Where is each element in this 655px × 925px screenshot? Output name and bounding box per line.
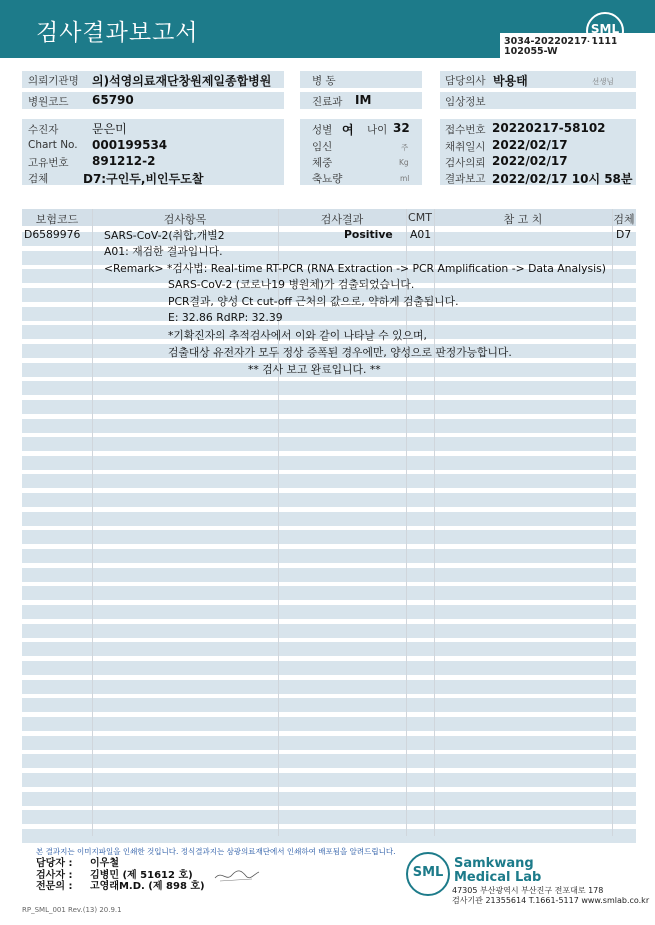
table-row [22, 661, 636, 675]
age-label: 나이 [367, 124, 388, 136]
collect-value: 2022/02/17 [492, 138, 568, 152]
report-id: 3034-20220217-1111 102055-W [504, 36, 618, 57]
weight-label: 체중 [312, 157, 333, 169]
table-row [22, 624, 636, 638]
org-label: 의뢰기관명 [28, 75, 79, 87]
manager-label: 담당자 : [36, 858, 73, 869]
table-row [22, 605, 636, 619]
table-row [22, 717, 636, 731]
table-row [22, 586, 636, 600]
report-header [0, 0, 655, 58]
table-row [22, 493, 636, 507]
company-contact: 검사기관 21355614 T.1661-5117 www.smlab.co.kr [452, 896, 650, 905]
comment-line: ** 검사 보고 완료입니다. ** [248, 363, 381, 376]
comment-line: *기확진자의 추적검사에서 이와 같이 나타날 수 있으며, [168, 329, 427, 342]
comment-line: PCR결과, 양성 Ct cut-off 근처의 값으로, 약하게 검출됩니다. [168, 295, 459, 308]
receipt-value: 20220217-58102 [492, 121, 606, 135]
comment-line: E: 32.86 RdRP: 32.39 [168, 311, 283, 324]
chart-value: 000199534 [92, 138, 168, 152]
patient-value: 문은미 [92, 122, 127, 136]
req-value: 2022/02/17 [492, 154, 568, 168]
company-name-2: Medical Lab [454, 870, 542, 885]
table-row [22, 773, 636, 787]
doctor-suffix: 선생님 [592, 77, 614, 86]
col-spec: 검체 [613, 213, 635, 226]
patient-label: 수진자 [28, 124, 59, 136]
chart-label: Chart No. [28, 139, 78, 151]
signature-icon [212, 866, 262, 884]
sex-value: 여 [342, 123, 354, 137]
table-row [22, 792, 636, 806]
table-row [22, 419, 636, 433]
inspector-label: 검사자 : [36, 870, 73, 881]
doctor-label: 담당의사 [445, 75, 486, 87]
result-rep-label: 결과보고 [445, 173, 486, 185]
row-code: D6589976 [24, 228, 81, 241]
table-row [22, 400, 636, 414]
table-row [22, 512, 636, 526]
result-rep-value: 2022/02/17 10시 58분 [492, 172, 633, 186]
table-row [22, 810, 636, 824]
table-row [22, 754, 636, 768]
col-divider [612, 209, 613, 836]
company-name-1: Samkwang [454, 856, 534, 871]
urine-unit: ml [400, 174, 410, 183]
manager-value: 이우철 [90, 858, 119, 869]
age-value: 32 [393, 121, 410, 135]
row-spec: D7 [616, 228, 632, 241]
comment-line: SARS-CoV-2 (코로나19 병원체)가 검출되었습니다. [168, 278, 415, 291]
table-row [22, 829, 636, 843]
col-ref: 참 고 치 [503, 213, 543, 226]
doctor-value: 박용태 [493, 74, 528, 88]
table-row [22, 474, 636, 488]
preg-unit: 주 [401, 143, 409, 152]
req-label: 검사의뢰 [445, 157, 486, 169]
form-code: RP_SML_001 Rev.(13) 20.9.1 [22, 906, 122, 914]
table-row [22, 381, 636, 395]
table-row [22, 456, 636, 470]
table-row [22, 736, 636, 750]
row-result: Positive [344, 228, 393, 241]
table-row [22, 530, 636, 544]
uid-label: 고유번호 [28, 157, 69, 169]
table-row [22, 642, 636, 656]
table-row [22, 698, 636, 712]
comment-line: <Remark> *검사법: Real-time RT-PCR (RNA Extraction -> PCR Amplification -> Data Analysis) [104, 262, 606, 275]
inspector-value: 김병민 (제 51612 호) [90, 870, 193, 881]
org-value: 의)석영의료재단창원제일종합병원 [92, 74, 272, 88]
urine-label: 축뇨량 [312, 173, 343, 185]
col-code: 보험코드 [35, 213, 79, 226]
row-item: SARS-CoV-2(취합,개별2 [104, 229, 225, 242]
weight-unit: Kg [399, 158, 409, 167]
comment-line: A01: 재검한 결과입니다. [104, 245, 223, 258]
table-row [22, 568, 636, 582]
receipt-label: 접수번호 [445, 124, 486, 136]
preg-label: 임신 [312, 141, 333, 153]
collect-label: 채취일시 [445, 141, 486, 153]
dept-value: IM [355, 93, 372, 107]
sml-logo-icon: SML [586, 12, 624, 50]
specialist-label: 전문의 : [36, 881, 73, 892]
uid-value: 891212-2 [92, 154, 156, 168]
col-result: 검사결과 [320, 213, 364, 226]
spec-label: 검체 [28, 173, 49, 185]
table-row [22, 549, 636, 563]
table-row [22, 437, 636, 451]
table-row [22, 680, 636, 694]
comment-line: 검출대상 유전자가 모두 정상 증폭된 경우에만, 양성으로 판정가능합니다. [168, 346, 512, 359]
col-cmt: CMT [408, 211, 432, 224]
sex-label: 성별 [312, 124, 333, 136]
col-item: 검사항목 [163, 213, 207, 226]
report-title: 검사결과보고서 [36, 20, 199, 46]
ward-label: 병 동 [312, 75, 336, 87]
clinical-label: 임상정보 [445, 96, 486, 108]
company-address: 47305 부산광역시 부산진구 전포대로 178 [452, 886, 604, 895]
specialist-value: 고영래M.D. (제 898 호) [90, 881, 205, 892]
spec-value: D7:구인두,비인두도찰 [83, 172, 204, 186]
sml-footer-logo-icon: SML [406, 852, 450, 896]
dept-label: 진료과 [312, 96, 343, 108]
footer-note: 본 결과지는 이미지파일을 인쇄한 것입니다. 정식결과지는 삼광의료재단에서 인쇄하여 배포됨을 알려드립니다. [36, 847, 396, 856]
hosp-code-value: 65790 [92, 93, 134, 107]
hosp-code-label: 병원코드 [28, 96, 69, 108]
row-cmt: A01 [410, 228, 432, 241]
col-divider [92, 209, 93, 836]
